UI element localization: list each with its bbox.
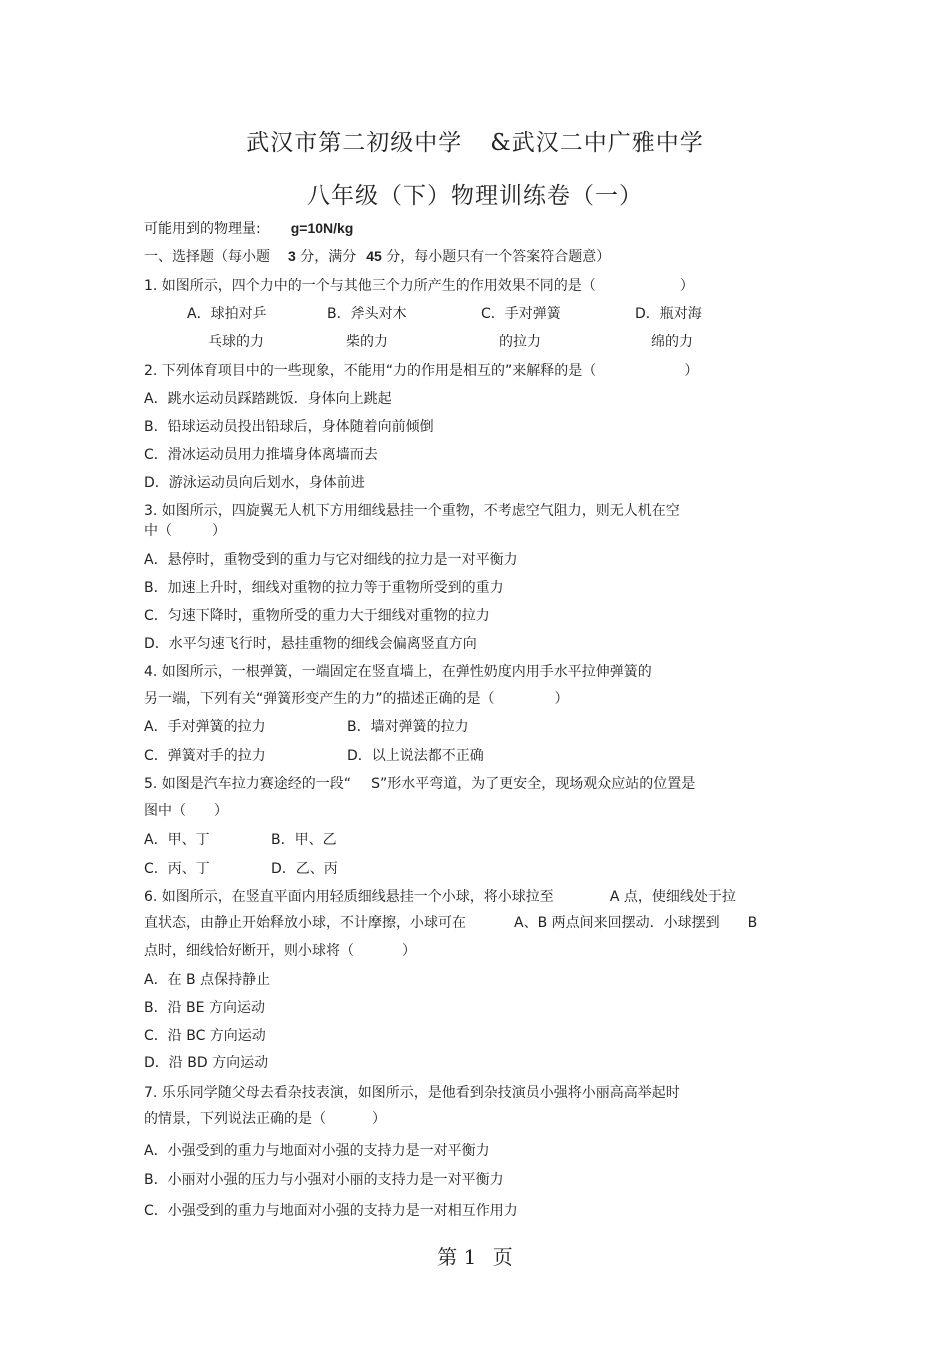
q5-stem-text: 图中（ <box>144 803 186 819</box>
exam-title: 八年级（下）物理训练卷（一） <box>307 183 643 209</box>
question-4-stem-line2 <box>144 689 569 709</box>
points-each: 3 <box>288 248 296 264</box>
q2-option-b: B．铅球运动员投出铅球后，身体随着向前倾倒 <box>144 419 434 435</box>
constants-line <box>144 218 353 239</box>
school-name-1: 武汉市第二初级中学 <box>246 130 463 156</box>
q6-close: ） <box>402 943 416 959</box>
q1-option-a-line2: 乓球的力 <box>208 334 264 350</box>
section-suffix: 分，每小题只有一个答案符合题意） <box>386 249 611 265</box>
constants-value: g=10N/kg <box>290 220 354 236</box>
q1-option-d-line1: D．瓶对海 <box>635 306 702 322</box>
question-6-stem-line3 <box>144 941 416 961</box>
section-mid: 分，满分 <box>300 249 357 265</box>
q7-option-c: C．小强受到的重力与地面对小强的支持力是一对相互作用力 <box>144 1203 518 1219</box>
q6-option-d: D．沿 BD 方向运动 <box>144 1055 269 1071</box>
q7-stem-text: 的情景，下列说法正确的是（ <box>144 1111 326 1127</box>
question-4-stem-line1: 4. 如图所示，一根弹簧，一端固定在竖直墙上，在弹性奶度内用手水平拉伸弹簧的 <box>144 664 652 680</box>
q1-stem-text: 1. 如图所示，四个力中的一个与其他三个力所产生的作用效果不同的是（ <box>144 278 596 294</box>
q1-option-b-line2: 柴的力 <box>346 334 388 350</box>
q6-line1-part2: A 点，使细线处于拉 <box>609 889 736 905</box>
q1-option-c-line2: 的拉力 <box>499 334 541 350</box>
q3-option-c: C．匀速下降时，重物所受的重力大于细线对重物的拉力 <box>144 608 490 624</box>
q1-close: ） <box>679 278 694 294</box>
question-2-stem <box>144 361 698 381</box>
q5-option-d: D．乙、丙 <box>271 861 338 877</box>
q2-option-a: A．跳水运动员踩踏跳饭．身体向上跳起 <box>144 391 392 407</box>
q1-option-d-line2: 绵的力 <box>651 334 693 350</box>
q7-close: ） <box>372 1111 386 1127</box>
q1-option-a-line1: A．球拍对乒 <box>187 306 267 322</box>
q6-option-b: B．沿 BE 方向运动 <box>144 1000 265 1016</box>
q4-close: ） <box>554 691 569 707</box>
q6-option-c: C．沿 BC 方向运动 <box>144 1028 266 1044</box>
question-3-stem-line2 <box>144 521 226 541</box>
question-3-stem-line1: 3. 如图所示，四旋翼无人机下方用细线悬挂一个重物，不考虑空气阻力，则无人机在空 <box>144 503 680 519</box>
question-7-stem-line1: 7. 乐乐同学随父母去看杂技表演，如图所示，是他看到杂技演员小强将小丽高高举起时 <box>144 1085 680 1101</box>
q3-close: ） <box>212 523 226 539</box>
q1-option-c-line1: C．手对弹簧 <box>481 306 561 322</box>
question-7-stem-line2 <box>144 1109 386 1129</box>
q1-option-b-line1: B．斧头对木 <box>327 306 407 322</box>
q7-option-b: B．小丽对小强的压力与小强对小丽的支持力是一对平衡力 <box>144 1172 504 1188</box>
section-heading <box>144 246 610 267</box>
question-1-stem <box>144 276 694 296</box>
q2-option-d: D．游泳运动员向后划水，身体前进 <box>144 475 365 491</box>
q5-option-b: B．甲、乙 <box>271 832 337 848</box>
q2-stem-text: 2. 下列体育项目中的一些现象，不能用“力的作用是相互的”来解释的是（ <box>144 363 597 379</box>
section-prefix: 一、选择题（每小题 <box>144 249 270 265</box>
q6-line3-text: 点时，细线恰好断开，则小球将（ <box>144 943 354 959</box>
question-5-stem-line1 <box>144 774 695 794</box>
q5-option-a: A．甲、丁 <box>144 832 210 848</box>
q5-option-c: C．丙、丁 <box>144 861 210 877</box>
q5-stem-part2: S”形水平弯道，为了更安全，现场观众应站的位置是 <box>371 776 696 792</box>
q4-option-b: B．墙对弹簧的拉力 <box>347 719 469 735</box>
q4-stem-text: 另一端，下列有关“弹簧形变产生的力”的描述正确的是（ <box>144 691 495 707</box>
school-name-2: &武汉二中广雅中学 <box>490 130 704 156</box>
q2-close: ） <box>684 363 699 379</box>
q6-line2-part2: A、B 两点间来回摆动．小球摆到 <box>514 915 720 931</box>
constants-label: 可能用到的物理量: <box>144 221 261 237</box>
q3-option-a: A．悬停时，重物受到的重力与它对细线的拉力是一对平衡力 <box>144 552 518 568</box>
page-number-value: 1 <box>463 1245 477 1269</box>
q6-line1-part1: 6. 如图所示，在竖直平面内用轻质细线悬挂一个小球，将小球拉至 <box>144 889 554 905</box>
q7-option-a: A．小强受到的重力与地面对小强的支持力是一对平衡力 <box>144 1143 490 1159</box>
q3-option-b: B．加速上升时，细线对重物的拉力等于重物所受到的重力 <box>144 580 504 596</box>
q5-close: ） <box>214 803 228 819</box>
q3-option-d: D．水平匀速飞行时，悬挂重物的细线会偏离竖直方向 <box>144 636 477 652</box>
q6-line2-part3: B <box>747 915 758 931</box>
question-6-stem-line1 <box>144 887 736 907</box>
q6-line2-part1: 直状态，由静止开始释放小球，不计摩擦，小球可在 <box>144 915 466 931</box>
q3-stem-text: 中（ <box>144 523 172 539</box>
page-number <box>0 1241 950 1270</box>
q2-option-c: C．滑冰运动员用力推墙身体离墙而去 <box>144 447 378 463</box>
q6-option-a: A．在 B 点保持静止 <box>144 972 271 988</box>
q4-option-d: D．以上说法都不正确 <box>347 748 484 764</box>
question-6-stem-line2 <box>144 913 757 933</box>
q4-option-c: C．弹簧对手的拉力 <box>144 748 266 764</box>
q5-stem-part1: 5. 如图是汽车拉力赛途经的一段“ <box>144 776 352 792</box>
points-total: 45 <box>366 248 382 264</box>
question-5-stem-line2 <box>144 801 228 821</box>
page-number-prefix: 第 <box>437 1245 458 1269</box>
q4-option-a: A．手对弹簧的拉力 <box>144 719 266 735</box>
school-title <box>0 124 950 157</box>
page-number-suffix: 页 <box>492 1245 513 1269</box>
